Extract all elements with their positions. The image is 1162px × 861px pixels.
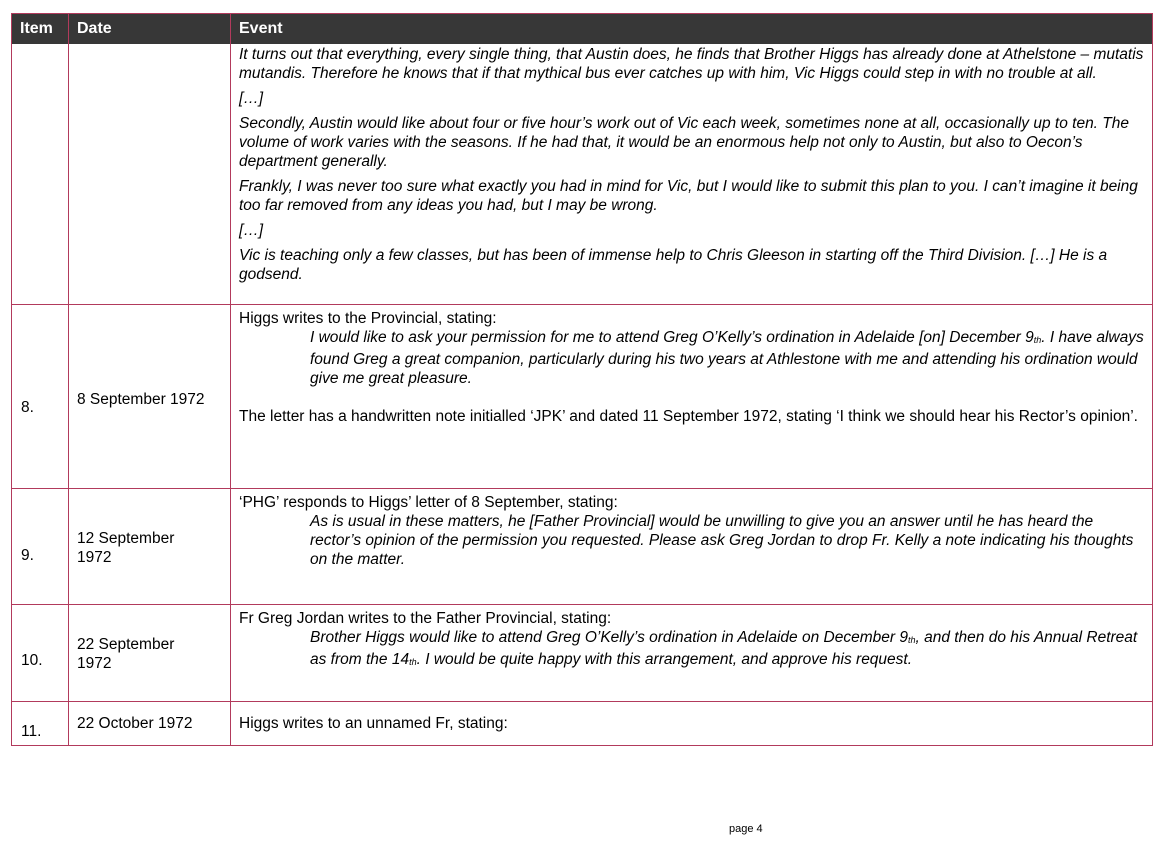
header-date: Date — [69, 14, 231, 45]
item-cell — [12, 701, 69, 745]
date-text: 22 October 1972 — [77, 714, 193, 732]
event-cell — [231, 488, 1153, 604]
event-intro: Fr Greg Jordan writes to the Father Provincial, stating: — [239, 609, 612, 627]
item-number: 10. — [21, 651, 43, 669]
event-cell — [231, 604, 1153, 701]
header-item: Item — [12, 14, 69, 45]
table-header-row — [12, 14, 1153, 45]
date-cell — [69, 44, 231, 304]
event-note: The letter has a handwritten note initialled ‘JPK’ and dated 11 September 1972, stating ‘I think we should hear his Rector’s opinion’. — [239, 407, 1138, 425]
quote-paragraph: Vic is teaching only a few classes, but has been of immense help to Chris Gleeson in starting off the Third Division. […] He is a godsend. — [239, 247, 1108, 283]
date-cell — [69, 488, 231, 604]
date-cell — [69, 604, 231, 701]
table-row — [12, 604, 1153, 701]
event-quote: Brother Higgs would like to attend Greg O’Kelly’s ordination in Adelaide on December $9_{th}$, and then do his Annual Retreat as from the $14_{th}$. I would be quite happy with this arrangement, and approve his request. — [310, 628, 1138, 668]
table-row — [12, 488, 1153, 604]
item-cell — [12, 488, 69, 604]
date-cell — [69, 304, 231, 488]
quote-paragraph: Frankly, I was never too sure what exactly you had in mind for Vic, but I would like to submit this plan to you. I can’t imagine it being too far removed from any ideas you had, but I may be wrong. — [239, 178, 1138, 214]
quote-paragraph: It turns out that everything, every single thing, that Austin does, he finds that Brother Higgs has already done at Athelstone – mutatis mutandis. Therefore he knows that if that mythical bus ever catches up with him, Vic Higgs could step in with no trouble at all. — [239, 46, 1144, 82]
chronology-table — [11, 13, 1153, 746]
quote-paragraph: Secondly, Austin would like about four or five hour’s work out of Vic each week, sometimes none at all, occasionally up to ten. The volume of work varies with the seasons. If he had that, it would be an enormous help not only to Austin, but also to Oecon’s department generally. — [239, 115, 1130, 170]
item-number: 8. — [21, 398, 34, 416]
event-quote: As is usual in these matters, he [Father Provincial] would be unwilling to give you an answer until he has heard the rector’s opinion of the permission you requested. Please ask Greg Jordan to drop Fr. Kelly a note indicating his thoughts on the matter. — [310, 512, 1134, 568]
date-text: 8 September 1972 — [77, 390, 205, 408]
date-text: 22 September 1972 — [77, 635, 175, 672]
date-text: 12 September 1972 — [77, 529, 175, 566]
header-event: Event — [231, 14, 1153, 45]
item-number: 9. — [21, 546, 34, 564]
table-row — [12, 701, 1153, 745]
event-quote: I would like to ask your permission for me to attend Greg O’Kelly’s ordination in Adelaide [on] December $9_{th}$. I have always found Greg a great companion, particularly during his two years at Athlestone with me and attending his ordination would give me great pleasure. — [310, 328, 1144, 387]
event-cell — [231, 44, 1153, 304]
item-cell — [12, 304, 69, 488]
table-row-continuation — [12, 44, 1153, 304]
date-cell — [69, 701, 231, 745]
item-cell — [12, 44, 69, 304]
event-intro: ‘PHG’ responds to Higgs’ letter of 8 September, stating: — [239, 493, 618, 511]
event-intro: Higgs writes to an unnamed Fr, stating: — [239, 714, 508, 732]
ellipsis-paragraph: […] — [239, 222, 264, 239]
page-number: page 4 — [729, 823, 763, 835]
ellipsis-paragraph: […] — [239, 90, 264, 107]
item-number: 11. — [21, 722, 42, 740]
table-row — [12, 304, 1153, 488]
event-cell — [231, 304, 1153, 488]
event-cell — [231, 701, 1153, 745]
item-cell — [12, 604, 69, 701]
event-intro: Higgs writes to the Provincial, stating: — [239, 309, 497, 327]
